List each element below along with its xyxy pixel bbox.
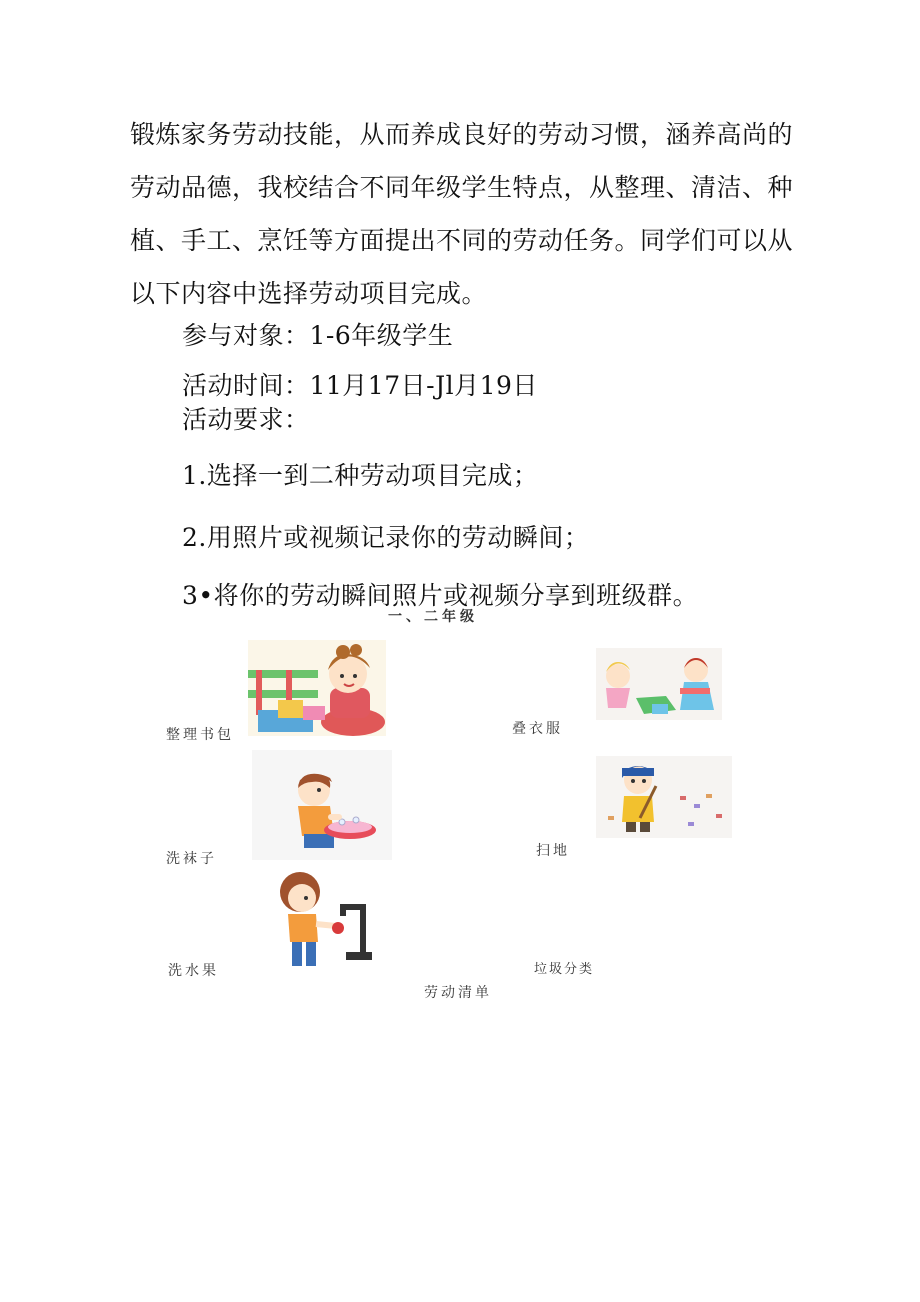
grade-heading: 一、二年级 [388, 609, 478, 625]
intro-line: 植、手工、烹饪等方面提出不同的劳动任务。同学们可以从 [130, 226, 794, 255]
task-sweep-floor-label: 扫地 [536, 843, 570, 859]
organize-bag-illustration [248, 640, 386, 736]
figure-caption: 劳动清单 [424, 985, 492, 1001]
requirements-heading: 活动要求： [182, 405, 310, 434]
requirement-item-3: 3•将你的劳动瞬间照片或视频分享到班级群。 [182, 581, 699, 610]
task-wash-socks-label: 洗袜子 [166, 851, 217, 867]
task-fold-clothes-label: 叠衣服 [512, 721, 563, 737]
intro-line: 劳动品德，我校结合不同年级学生特点，从整理、清洁、种 [130, 173, 794, 202]
intro-line: 以下内容中选择劳动项目完成。 [130, 279, 488, 308]
wash-socks-illustration [252, 750, 392, 860]
intro-paragraph [130, 108, 794, 320]
requirement-item-1: 1.选择一到二种劳动项目完成； [182, 461, 539, 490]
participants-line: 参与对象：1-6年级学生 [182, 321, 454, 350]
task-organize-bag-label: 整理书包 [166, 727, 234, 743]
requirement-item-2: 2.用照片或视频记录你的劳动瞬间； [182, 523, 590, 552]
activity-time-line: 活动时间：11月17日-Jl月19日 [182, 371, 538, 400]
task-sort-garbage-label: 垃圾分类 [534, 962, 595, 977]
fold-clothes-illustration [596, 648, 722, 720]
wash-fruit-illustration [262, 868, 386, 974]
intro-line: 锻炼家务劳动技能，从而养成良好的劳动习惯，涵养高尚的 [130, 120, 794, 149]
sweep-floor-illustration [596, 756, 732, 838]
task-wash-fruit-label: 洗水果 [168, 963, 219, 979]
